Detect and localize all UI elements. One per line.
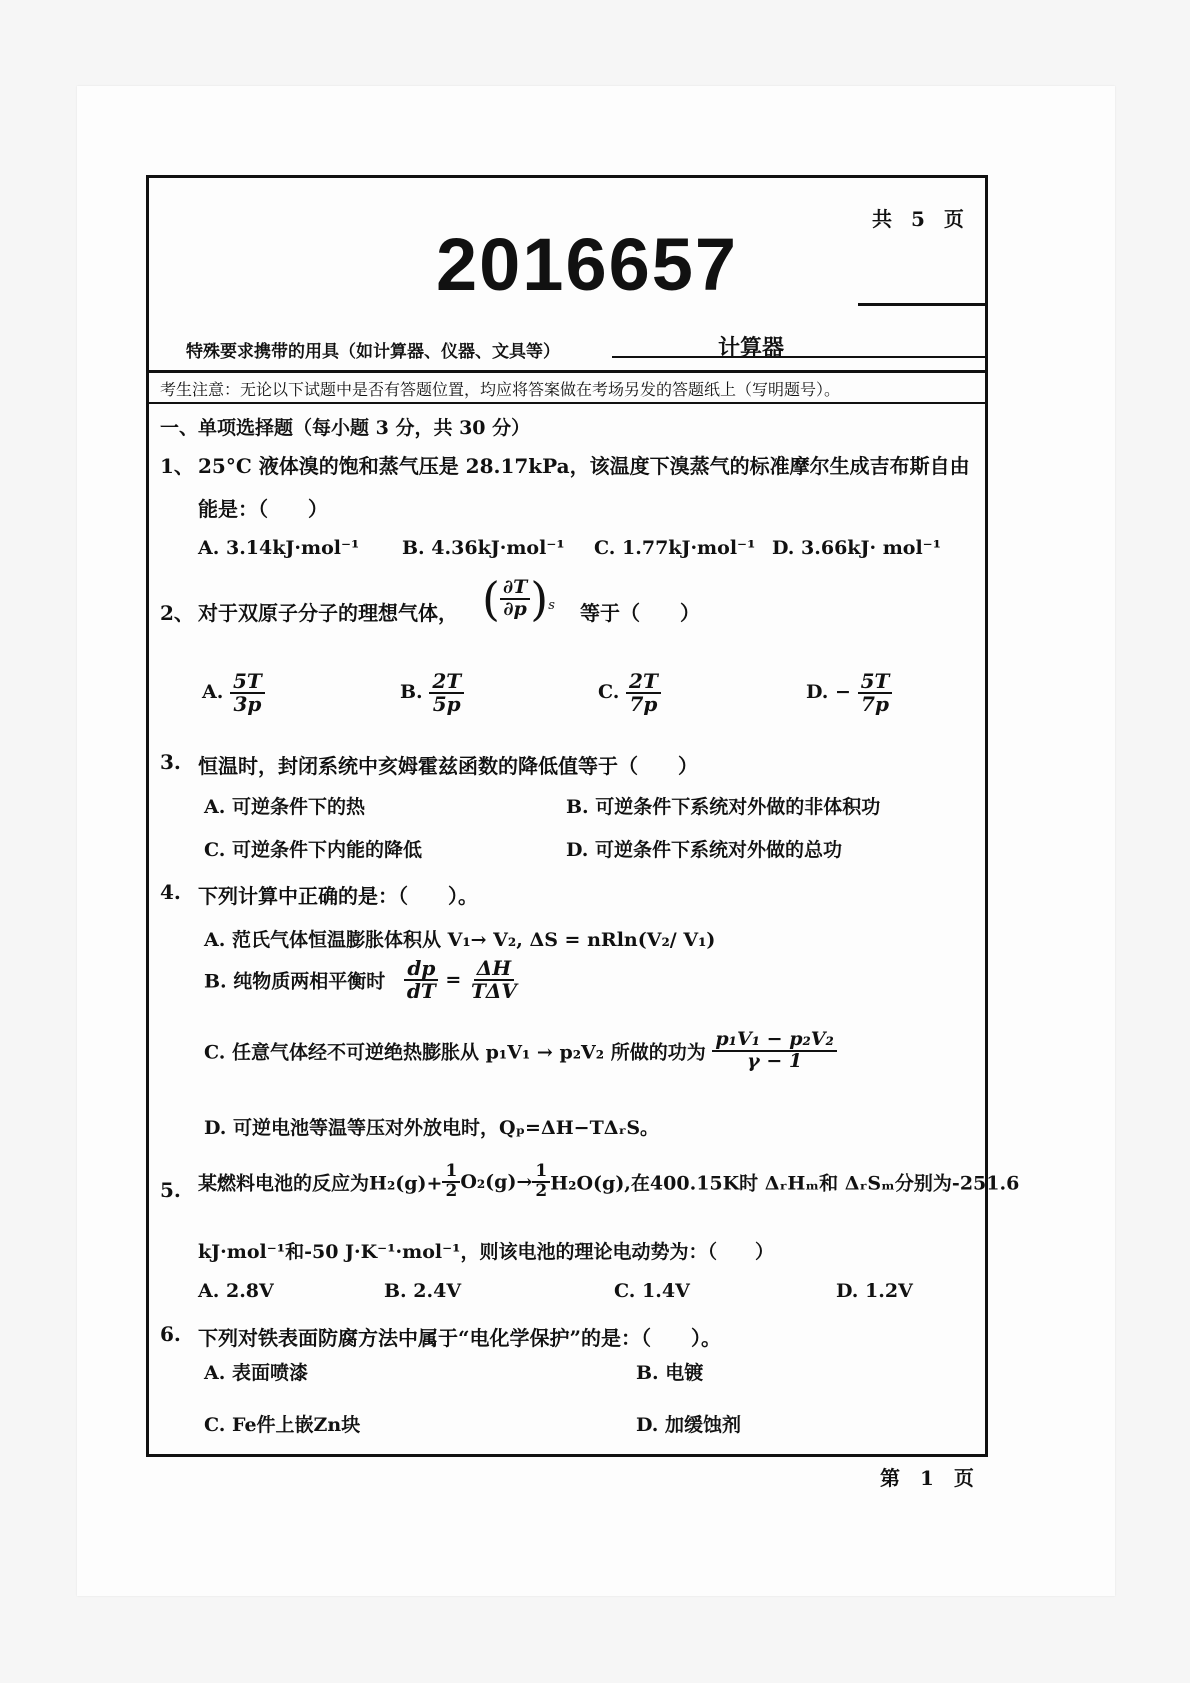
header-divider <box>146 370 988 373</box>
special-items-label: 特殊要求携带的用具（如计算器、仪器、文具等） <box>186 342 560 362</box>
q4-b-num2: ΔH <box>474 958 514 981</box>
special-items-underline <box>612 356 986 358</box>
q5-line2: kJ·mol⁻¹和-50 J·K⁻¹·mol⁻¹，则该电池的理论电动势为：（ ） <box>198 1241 774 1263</box>
q2-option-d <box>806 671 892 715</box>
q2-option-c <box>598 671 661 715</box>
q6-stem: 下列对铁表面防腐方法中属于“电化学保护”的是：（ ）。 <box>198 1326 722 1350</box>
q3-option-c: C. 可逆条件下内能的降低 <box>204 839 423 861</box>
q5-option-a: A. 2.8V <box>198 1280 274 1302</box>
q2-option-a-label: A. <box>202 681 224 703</box>
q5-stem <box>198 1163 1019 1201</box>
q2-option-b <box>400 671 464 715</box>
q1-option-c: C. 1.77kJ·mol⁻¹ <box>594 537 756 559</box>
q4-c-den: γ − 1 <box>747 1049 803 1072</box>
q2-option-d-label: D. − <box>806 681 851 703</box>
q1-line1: 25°C 液体溴的饱和蒸气压是 28.17kPa，该温度下溴蒸气的标准摩尔生成吉布斯自由 <box>198 454 970 478</box>
q4-b-den2: TΔV <box>470 979 517 1003</box>
q4-option-b <box>204 958 520 1002</box>
notice-divider <box>146 402 988 404</box>
q1-option-b: B. 4.36kJ·mol⁻¹ <box>402 537 565 559</box>
q5-option-c: C. 1.4V <box>614 1280 690 1302</box>
q5-number: 5. <box>160 1178 181 1202</box>
q4-option-c-text: C. 任意气体经不可逆绝热膨胀从 p₁V₁ → p₂V₂ 所做的功为 <box>204 1041 706 1064</box>
page-number: 第 1 页 <box>880 1466 974 1490</box>
q4-b-num: dp <box>404 958 438 981</box>
q3-number: 3. <box>160 750 181 774</box>
q1-line2: 能是：（ ） <box>198 497 328 521</box>
q4-stem: 下列计算中正确的是：（ ）。 <box>198 884 478 908</box>
q2-option-a <box>202 671 265 715</box>
q2-deriv-num: ∂T <box>500 578 530 600</box>
code-underline <box>858 303 986 306</box>
q6-number: 6. <box>160 1322 181 1346</box>
q4-b-den: dT <box>406 979 436 1003</box>
q2-option-a-den: 3p <box>233 692 262 716</box>
q2-option-b-den: 5p <box>432 692 461 716</box>
q2-number: 2、 <box>160 601 194 625</box>
q2-option-b-num: 2T <box>429 671 464 694</box>
exam-code: 2016657 <box>436 223 739 306</box>
q5-stem-b: O₂(g)→ <box>460 1170 533 1193</box>
q4-option-a: A. 范氏气体恒温膨胀体积从 V₁→ V₂, ΔS = nRln(V₂/ V₁) <box>204 929 716 951</box>
q2-stem-b: 等于（ ） <box>580 601 700 625</box>
special-items-value: 计算器 <box>718 335 785 361</box>
q2-option-c-den: 7p <box>629 692 658 716</box>
q5-stem-a: 某燃料电池的反应为H₂(g)+ <box>198 1172 443 1195</box>
q3-stem: 恒温时，封闭系统中亥姆霍兹函数的降低值等于（ ） <box>198 754 698 778</box>
q6-option-d: D. 加缓蚀剂 <box>636 1414 742 1436</box>
q5-stem-c: H₂O(g),在400.15K时 ΔᵣHₘ和 ΔᵣSₘ分别为-251.6 <box>550 1172 1020 1195</box>
q5-half-num-2: 1 <box>532 1163 550 1183</box>
q5-half-den-2: 2 <box>535 1180 548 1201</box>
q2-option-d-num: 5T <box>858 671 893 694</box>
q4-b-eq: = <box>445 969 462 991</box>
q2-option-c-num: 2T <box>626 671 661 694</box>
q2-option-b-label: B. <box>400 681 423 703</box>
q6-option-c: C. Fe件上嵌Zn块 <box>204 1414 361 1436</box>
q2-option-d-den: 7p <box>861 692 889 716</box>
q3-option-b: B. 可逆条件下系统对外做的非体积功 <box>566 796 881 818</box>
q4-option-b-text: B. 纯物质两相平衡时 <box>204 970 386 993</box>
q2-deriv-sub: s <box>548 597 555 613</box>
q2-deriv-den: ∂p <box>503 598 527 620</box>
q4-option-c <box>204 1030 837 1072</box>
q4-number: 4. <box>160 880 181 904</box>
q4-c-num: p₁V₁ − p₂V₂ <box>712 1030 837 1052</box>
q5-half-num: 1 <box>442 1163 460 1183</box>
q4-option-d: D. 可逆电池等温等压对外放电时，Qₚ=ΔH−TΔᵣS。 <box>204 1117 660 1139</box>
q1-number: 1、 <box>160 454 194 478</box>
notice-text: 考生注意：无论以下试题中是否有答题位置，均应将答案做在考场另发的答题纸上（写明题号）。 <box>160 380 841 399</box>
q5-half-den: 2 <box>445 1180 458 1201</box>
q2-stem-a: 对于双原子分子的理想气体， <box>198 601 458 625</box>
section-title: 一、单项选择题（每小题 3 分，共 30 分） <box>160 417 531 439</box>
q3-option-a: A. 可逆条件下的热 <box>204 796 365 818</box>
q5-option-b: B. 2.4V <box>384 1280 462 1302</box>
q3-option-d: D. 可逆条件下系统对外做的总功 <box>566 839 843 861</box>
q5-option-d: D. 1.2V <box>836 1280 913 1302</box>
q6-option-a: A. 表面喷漆 <box>204 1362 308 1384</box>
q2-option-c-label: C. <box>598 681 620 703</box>
q1-option-d: D. 3.66kJ· mol⁻¹ <box>772 537 942 559</box>
q6-option-b: B. 电镀 <box>636 1362 704 1384</box>
q1-option-a: A. 3.14kJ·mol⁻¹ <box>198 537 360 559</box>
page-total: 共 5 页 <box>872 207 970 231</box>
q2-option-a-num: 5T <box>230 671 265 694</box>
q2-derivative: ( $\frac{\partial T}{\partial p}$ )$_s$ <box>482 572 555 626</box>
